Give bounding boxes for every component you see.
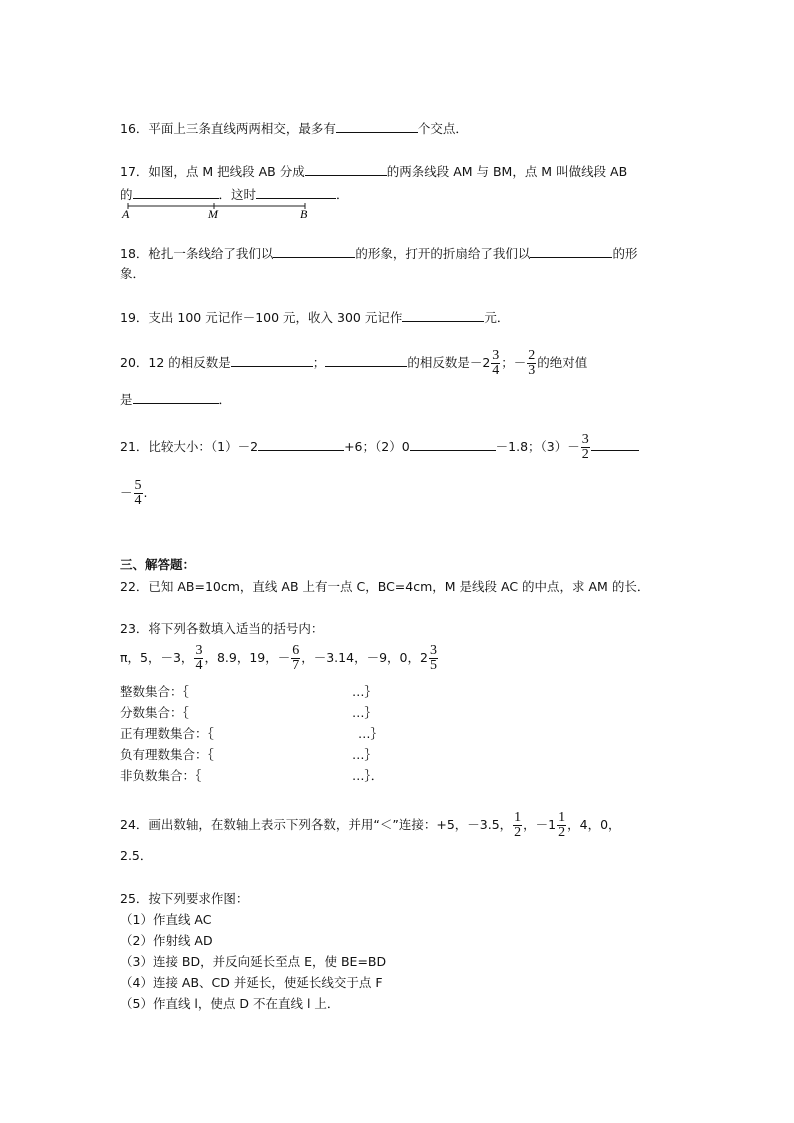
q18-line2: 象． [120,266,146,281]
answer-blank[interactable] [325,352,407,367]
set-label: 分数集合：｛ [120,705,189,720]
answer-blank[interactable] [231,352,313,367]
q25-step: （4）连接 AB、CD 并延长，使延长线交于点 F [120,975,383,990]
label-m: M [208,207,218,221]
fraction: $\frac{3}{2}$ [581,432,589,462]
fraction: $\frac{2}{3}$ [528,348,536,378]
q19 [120,307,509,327]
q25-step: （5）作直线 l，使点 D 不在直线 l 上． [120,996,340,1011]
q23-numbers [120,642,439,674]
answer-blank[interactable] [591,436,639,451]
q18-text: 18．枪扎一条线给了我们以 [120,246,274,261]
answer-blank[interactable] [402,307,484,322]
q21-text: －1.8；（3）－ [495,439,580,454]
q23-title: 23．将下列各数填入适当的括号内： [120,621,324,636]
set-end: …｝ [358,726,384,741]
q21-text: +6；（2）0 [344,439,410,454]
set-end: …｝ [352,747,378,762]
q20-line2 [120,389,231,409]
q16-text: 16．平面上三条直线两两相交，最多有 [120,121,336,136]
q23-text: ，－3.14，－9，0，2 [301,650,428,665]
q22: 22．已知 AB=10cm，直线 AB 上有一点 C，BC=4cm，M 是线段 AC 的中点，求 AM 的长． [120,579,650,594]
answer-blank[interactable] [133,184,219,199]
q18-text: 的形象，打开的折扇给了我们以 [355,246,531,261]
q21-text: 21．比较大小：（1）－2 [120,439,259,454]
q24-line1 [120,810,621,840]
q20-text: ． [218,392,232,407]
q21-text: － [120,485,133,500]
answer-blank[interactable] [258,436,344,451]
answer-blank[interactable] [256,184,336,199]
answer-blank[interactable] [133,389,219,404]
label-a: A [122,207,130,221]
q20-text: 的绝对值 [537,355,588,370]
q17-text: ． [336,187,349,202]
answer-blank[interactable] [336,118,418,133]
answer-blank[interactable] [273,243,355,258]
q21-line1 [120,432,639,462]
q17-text: ．这时 [218,187,257,202]
label-b: B [300,207,308,221]
q25-step: （1）作直线 AC [120,912,212,927]
q18-text: 的形 [612,246,638,261]
set-label: 正有理数集合：｛ [120,726,214,741]
set-label: 整数集合：｛ [120,684,189,699]
q24-text: 24．画出数轴，在数轴上表示下列各数，并用“＜”连接：+5，－3.5， [120,817,513,832]
q21-line2 [120,478,148,508]
answer-blank[interactable] [305,161,387,176]
fraction: $\frac{3}{4}$ [492,348,500,378]
fraction: $\frac{5}{4}$ [134,478,142,508]
q20-text: ；－ [501,355,527,370]
q25-title: 25．按下列要求作图： [120,891,249,906]
q16 [120,118,468,138]
set-label: 非负数集合：｛ [120,768,202,783]
q19-text: 元． [484,310,510,325]
q21-text: . [143,485,148,500]
set-label: 负有理数集合：｛ [120,747,214,762]
fraction: $\frac{3}{4}$ [195,643,203,673]
fraction: $\frac{6}{7}$ [292,643,300,673]
q18-line1 [120,243,637,263]
answer-blank[interactable] [530,243,612,258]
q17-line1 [120,161,627,181]
answer-blank[interactable] [410,436,496,451]
set-end: …｝． [352,768,384,783]
q20-line1 [120,348,587,378]
q17-text: 17．如图，点 M 把线段 AB 分成 [120,164,305,179]
q25-step: （2）作射线 AD [120,933,213,948]
q20-text: 是 [120,392,133,407]
q17-text: 的 [120,187,133,202]
set-end: …｝ [352,684,378,699]
q20-text: 的相反数是－2 [407,355,491,370]
set-end: …｝ [352,705,378,720]
q24-line2: 2.5． [120,848,153,863]
q24-text: ，4，0， [567,817,621,832]
segment-figure [118,200,318,222]
q20-text: ； [312,355,326,370]
q17-text: 的两条线段 AM 与 BM，点 M 叫做线段 AB [386,164,628,179]
fraction: $\frac{1}{2}$ [514,810,522,840]
fraction: $\frac{3}{5}$ [429,643,437,673]
q23-text: ，8.9，19，－ [204,650,291,665]
q16-tail: 个交点． [417,121,468,136]
q23-text: π，5，－3， [120,650,194,665]
q20-text: 20．12 的相反数是 [120,355,231,370]
q24-text: ，－1 [523,817,557,832]
q19-text: 19．支出 100 元记作－100 元，收入 300 元记作 [120,310,403,325]
fraction: $\frac{1}{2}$ [558,810,566,840]
section-heading: 三、解答题： [120,557,196,572]
q25-step: （3）连接 BD，并反向延长至点 E，使 BE=BD [120,954,387,969]
